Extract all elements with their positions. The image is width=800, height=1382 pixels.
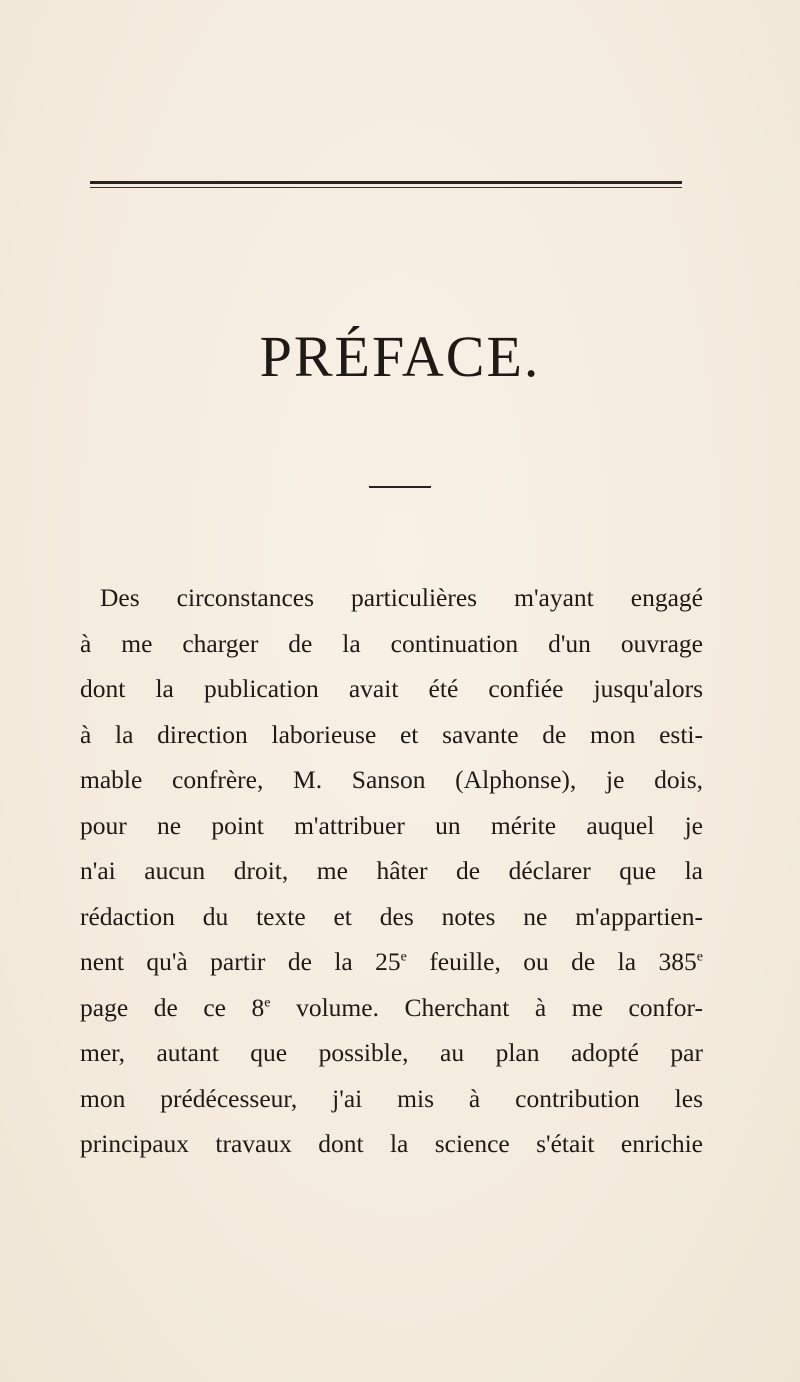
page-title: PRÉFACE. <box>259 324 541 389</box>
paragraph-line: principaux travaux dont la science s'était enrichie <box>80 1129 703 1158</box>
paragraph-line: mon prédécesseur, j'ai mis à contribution les <box>80 1083 703 1113</box>
paragraph-line <box>80 939 703 985</box>
superscript-e: e <box>264 995 271 1010</box>
paragraph-line: mer, autant que possible, au plan adopté par <box>80 1038 703 1067</box>
title-separator-rule <box>369 486 431 488</box>
paragraph-line <box>80 985 703 1031</box>
line-text: volume. Cherchant à me confor- <box>270 992 704 1022</box>
paragraph-line: n'ai aucun droit, me hâter de déclarer que la <box>80 856 703 885</box>
line-text: page de ce 8 <box>80 992 265 1022</box>
paragraph-line: rédaction du texte et des notes ne m'appartien- <box>80 901 703 931</box>
paragraph-line: dont la publication avait été confiée jusqu'alors <box>80 674 703 703</box>
top-rule-thin <box>90 187 682 188</box>
line-text: nent qu'à partir de la 25 <box>80 947 401 976</box>
top-double-rule <box>90 181 682 189</box>
paragraph-line: Des circonstances particulières m'ayant engagé <box>100 583 703 612</box>
top-rule-thick <box>90 181 682 184</box>
paragraph-line: mable confrère, M. Sanson (Alphonse), je dois, <box>80 765 703 794</box>
superscript-e: e <box>400 949 407 965</box>
superscript-e: e <box>696 949 703 965</box>
preface-paragraph <box>80 575 703 1167</box>
line-text: feuille, ou de la 385 <box>406 947 697 976</box>
paragraph-line: pour ne point m'attribuer un mérite auquel je <box>80 810 703 840</box>
paragraph-line: à la direction laborieuse et savante de mon esti- <box>80 719 703 749</box>
paragraph-line: à me charger de la continuation d'un ouvrage <box>80 628 703 658</box>
